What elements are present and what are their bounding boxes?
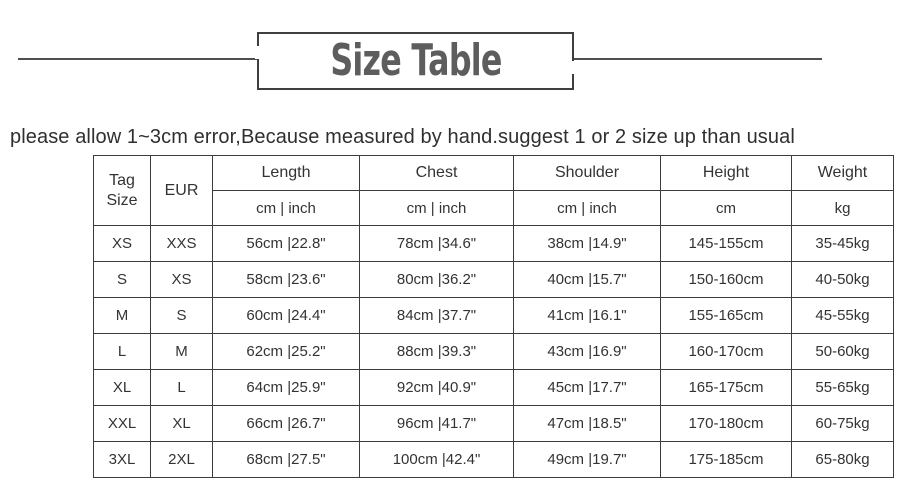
header-weight-unit: kg <box>792 191 894 226</box>
header-row-labels <box>94 156 894 191</box>
size-table <box>93 155 894 478</box>
cell-shoulder: 45cm |17.7" <box>514 370 661 406</box>
cell-chest: 88cm |39.3" <box>360 334 514 370</box>
cell-length: 56cm |22.8" <box>213 226 360 262</box>
cell-height: 170-180cm <box>661 406 792 442</box>
cell-length: 66cm |26.7" <box>213 406 360 442</box>
table-row <box>94 262 894 298</box>
cell-tag-size: 3XL <box>94 442 151 478</box>
cell-eur: M <box>151 334 213 370</box>
header-chest-unit: cm | inch <box>360 191 514 226</box>
cell-tag-size: S <box>94 262 151 298</box>
header-tag-size: Tag Size <box>94 156 151 226</box>
cell-weight: 50-60kg <box>792 334 894 370</box>
cell-tag-size: M <box>94 298 151 334</box>
cell-weight: 65-80kg <box>792 442 894 478</box>
cell-eur: XS <box>151 262 213 298</box>
cell-eur: S <box>151 298 213 334</box>
page-title: Size Table <box>329 35 502 86</box>
header-chest: Chest <box>360 156 514 191</box>
header-eur: EUR <box>151 156 213 226</box>
header-length: Length <box>213 156 360 191</box>
cell-weight: 40-50kg <box>792 262 894 298</box>
cell-shoulder: 47cm |18.5" <box>514 406 661 442</box>
table-row <box>94 442 894 478</box>
header-row-units <box>94 191 894 226</box>
title-box <box>257 32 574 90</box>
cell-weight: 60-75kg <box>792 406 894 442</box>
cell-weight: 35-45kg <box>792 226 894 262</box>
cell-shoulder: 40cm |15.7" <box>514 262 661 298</box>
table-row <box>94 370 894 406</box>
header-height-unit: cm <box>661 191 792 226</box>
cell-chest: 96cm |41.7" <box>360 406 514 442</box>
header-shoulder: Shoulder <box>514 156 661 191</box>
header-length-unit: cm | inch <box>213 191 360 226</box>
cell-tag-size: L <box>94 334 151 370</box>
cell-eur: XL <box>151 406 213 442</box>
title-box-right-notch <box>570 61 576 74</box>
cell-weight: 45-55kg <box>792 298 894 334</box>
cell-chest: 78cm |34.6" <box>360 226 514 262</box>
cell-chest: 100cm |42.4" <box>360 442 514 478</box>
cell-shoulder: 41cm |16.1" <box>514 298 661 334</box>
size-table-body <box>94 226 894 478</box>
cell-height: 165-175cm <box>661 370 792 406</box>
cell-height: 150-160cm <box>661 262 792 298</box>
cell-length: 64cm |25.9" <box>213 370 360 406</box>
cell-eur: L <box>151 370 213 406</box>
cell-eur: 2XL <box>151 442 213 478</box>
table-row <box>94 334 894 370</box>
header-height: Height <box>661 156 792 191</box>
cell-tag-size: XL <box>94 370 151 406</box>
cell-weight: 55-65kg <box>792 370 894 406</box>
cell-tag-size: XS <box>94 226 151 262</box>
cell-height: 155-165cm <box>661 298 792 334</box>
cell-shoulder: 38cm |14.9" <box>514 226 661 262</box>
table-row <box>94 298 894 334</box>
cell-shoulder: 43cm |16.9" <box>514 334 661 370</box>
measurement-note: please allow 1~3cm error,Because measured by hand.suggest 1 or 2 size up than usual <box>10 126 795 148</box>
cell-length: 68cm |27.5" <box>213 442 360 478</box>
title-box-left-notch <box>255 46 261 59</box>
header-weight: Weight <box>792 156 894 191</box>
cell-tag-size: XXL <box>94 406 151 442</box>
cell-length: 60cm |24.4" <box>213 298 360 334</box>
cell-length: 58cm |23.6" <box>213 262 360 298</box>
cell-height: 145-155cm <box>661 226 792 262</box>
header-shoulder-unit: cm | inch <box>514 191 661 226</box>
table-row <box>94 406 894 442</box>
cell-chest: 80cm |36.2" <box>360 262 514 298</box>
table-row <box>94 226 894 262</box>
cell-eur: XXS <box>151 226 213 262</box>
cell-height: 160-170cm <box>661 334 792 370</box>
size-table-header <box>94 156 894 226</box>
cell-height: 175-185cm <box>661 442 792 478</box>
cell-chest: 84cm |37.7" <box>360 298 514 334</box>
cell-chest: 92cm |40.9" <box>360 370 514 406</box>
cell-shoulder: 49cm |19.7" <box>514 442 661 478</box>
cell-length: 62cm |25.2" <box>213 334 360 370</box>
